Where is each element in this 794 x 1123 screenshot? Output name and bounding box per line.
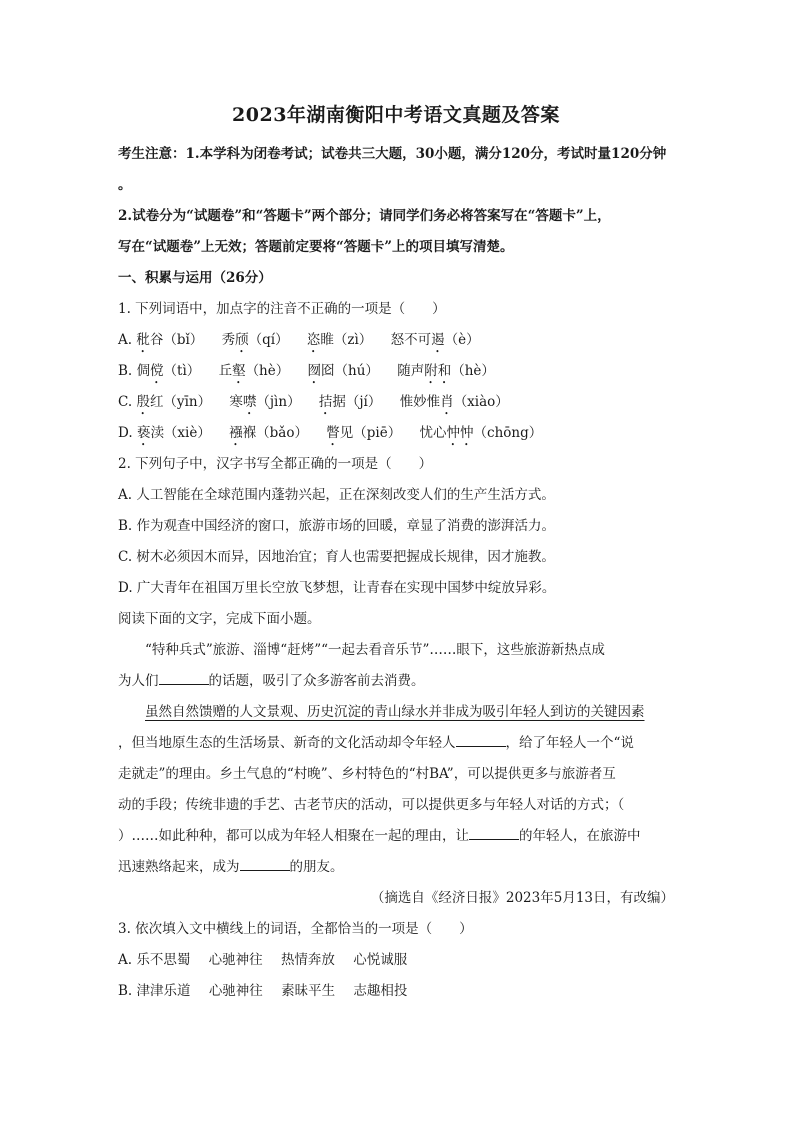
fill-blank-4: [240, 856, 290, 871]
passage-p2-line-5: ）……如此种种，都可以成为年轻人相聚在一起的理由，让 的年轻人，在旅游中: [118, 821, 674, 852]
question-3-option-b: B. 津津乐道 心驰神往 素昧平生 志趣相投: [118, 983, 408, 999]
passage-source: （摘选自《经济日报》2023年5月13日，有改编）: [370, 890, 674, 906]
notice-line-3: 写在“试题卷”上无效；答题前定要将“答题卡”上的项目填写清楚。: [118, 239, 514, 255]
fill-blank-3: [469, 825, 519, 840]
passage-p2-line-1: 虽然自然馈赠的人文景观、历史沉淀的青山绿水并非成为吸引年轻人到访的关键因素: [145, 704, 645, 720]
question-2-option-d: D. 广大青年在祖国万里长空放飞梦想，让青春在实现中国梦中绽放异彩。: [118, 580, 556, 596]
question-1-option-c: C. 殷红（yīn） 寒噤（jìn） 拮据（jí） 惟妙惟肖（xiào）: [118, 394, 509, 410]
page-title: 2023年湖南衡阳中考语文真题及答案: [232, 104, 560, 126]
notice-line-1-tail: 。: [118, 177, 132, 193]
question-1-option-d: D. 亵渎（xiè） 襁褓（bǎo） 瞥见（piē） 忧心忡忡（chōng）: [118, 425, 543, 441]
passage-p2-line-3: 走就走”的理由。乡土气息的“村晚”、乡村特色的“村BA”，可以提供更多与旅游者互: [118, 766, 616, 782]
passage-p2-line-4: 动的手段；传统非遗的手艺、古老节庆的活动，可以提供更多与年轻人对话的方式；（: [118, 797, 625, 813]
question-3-stem: 3. 依次填入文中横线上的词语，全都恰当的一项是（ ）: [118, 921, 473, 937]
question-1-stem: 1. 下列词语中，加点字的注音不正确的一项是（ ）: [118, 301, 446, 317]
passage-p1-line-2: 为人们 的话题，吸引了众多游客前去消费。: [118, 666, 674, 697]
question-1-option-a: A. 秕谷（bǐ） 秀颀（qí） 恣睢（zì） 怒不可遏（è）: [118, 332, 480, 348]
reading-intro: 阅读下面的文字，完成下面小题。: [118, 611, 321, 627]
question-2-stem: 2. 下列句子中，汉字书写全都正确的一项是（ ）: [118, 456, 433, 472]
fill-blank-2: [456, 732, 506, 747]
question-3-option-a: A. 乐不思蜀 心驰神往 热情奔放 心悦诚服: [118, 952, 408, 968]
passage-p2-line-2: ，但当地原生态的生活场景、新奇的文化活动却令年轻人 ，给了年轻人一个“说: [118, 728, 674, 759]
question-2-option-b: B. 作为观查中国经济的窗口，旅游市场的回暖，章显了消费的澎湃活力。: [118, 518, 556, 534]
exam-page: [118, 100, 674, 1007]
passage-p2-line-6: 迅速熟络起来，成为 的朋友。: [118, 852, 674, 883]
question-2-option-a: A. 人工智能在全球范围内蓬勃兴起，正在深刻改变人们的生产生活方式。: [118, 487, 555, 503]
notice-line-1: 考生注意：1.本学科为闭卷考试；试卷共三大题，30小题，满分120分，考试时量120分钟: [118, 146, 667, 162]
question-2-option-c: C. 树木必须因木而异，因地治宜；育人也需要把握成长规律，因才施教。: [118, 549, 555, 565]
notice-line-2: 2.试卷分为“试题卷”和“答题卡”两个部分；请同学们务必将答案写在“答题卡”上，: [118, 208, 611, 224]
fill-blank-1: [159, 670, 209, 685]
passage-p1-line-1: “特种兵式”旅游、淄博“赶烤”“一起去看音乐节”……眼下，这些旅游新热点成: [145, 642, 605, 658]
question-1-option-b: B. 倜傥（tì） 丘壑（hè） 囫囵（hú） 随声附和（hè）: [118, 363, 495, 379]
section-heading: 一、积累与运用（26分）: [118, 270, 272, 286]
